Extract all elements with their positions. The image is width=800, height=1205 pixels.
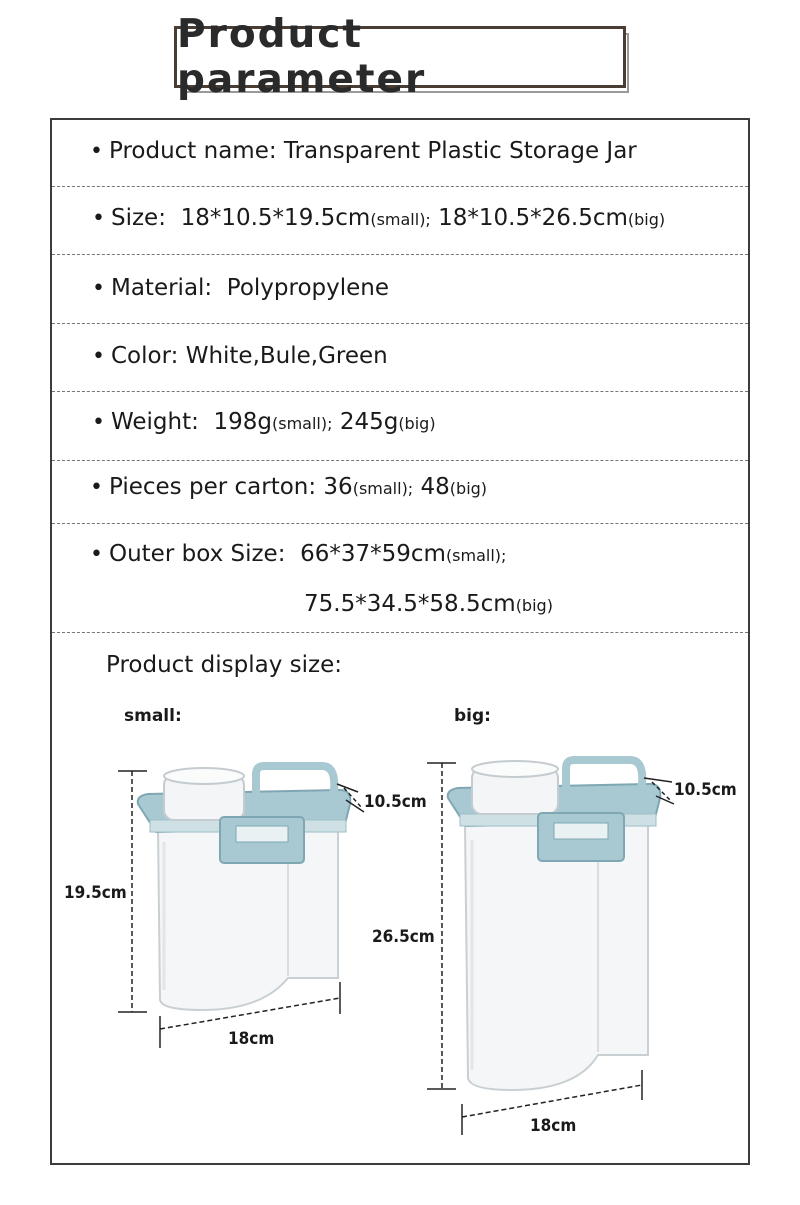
bullet-icon: • — [92, 344, 105, 369]
material-value: Polypropylene — [226, 275, 390, 301]
bullet-icon: • — [90, 542, 103, 567]
bullet-icon: • — [92, 206, 105, 231]
color-value: White,Bule,Green — [185, 343, 388, 369]
big-height-label: 26.5cm — [372, 927, 435, 947]
small-depth-label: 10.5cm — [364, 792, 427, 812]
size-big-tag: (big) — [627, 210, 666, 229]
size-small-value: 18*10.5*19.5cm — [180, 205, 371, 231]
page-title: Product parameter — [177, 12, 427, 102]
big-depth-label: 10.5cm — [674, 780, 737, 800]
weight-small-tag: (small); — [272, 414, 333, 433]
outer-box-big-value: 75.5*34.5*58.5cm — [304, 591, 516, 617]
outer-box-small-tag: (small); — [445, 546, 507, 565]
product-name-value: Transparent Plastic Storage Jar — [283, 138, 637, 164]
bullet-icon: • — [90, 139, 103, 164]
title-box — [174, 12, 626, 102]
small-label: small: — [124, 706, 182, 726]
small-width-label: 18cm — [228, 1029, 275, 1049]
weight-label: Weight: — [110, 409, 199, 435]
bullet-icon: • — [92, 276, 105, 301]
pieces-big-value: 48 — [420, 474, 450, 500]
pieces-label: Pieces per carton: — [108, 474, 317, 500]
bullet-icon: • — [90, 475, 103, 500]
big-height-dimension — [427, 763, 456, 1089]
color-label: Color: — [110, 343, 179, 369]
small-height-label: 19.5cm — [64, 883, 127, 903]
weight-small-value: 198g — [213, 409, 272, 435]
size-big-value: 18*10.5*26.5cm — [438, 205, 628, 231]
weight-big-tag: (big) — [398, 414, 436, 433]
bullet-icon: • — [92, 410, 105, 435]
size-small-tag: (small); — [370, 210, 431, 229]
big-width-label: 18cm — [530, 1116, 577, 1136]
outer-box-big-tag: (big) — [515, 596, 553, 615]
weight-big-value: 245g — [339, 409, 399, 435]
material-label: Material: — [110, 275, 213, 301]
outer-box-small-value: 66*37*59cm — [300, 541, 446, 567]
jar-illustrations — [52, 120, 748, 1163]
pieces-small-value: 36 — [323, 474, 353, 500]
display-size-title: Product display size: — [106, 652, 342, 678]
parameter-frame — [50, 118, 750, 1165]
outer-box-label: Outer box Size: — [108, 541, 286, 567]
big-jar-image — [448, 760, 661, 1090]
size-label: Size: — [110, 205, 166, 231]
small-jar-image — [138, 766, 351, 1010]
big-label: big: — [454, 706, 491, 726]
pieces-big-tag: (big) — [449, 479, 488, 498]
product-name-label: Product name: — [108, 138, 277, 164]
pieces-small-tag: (small); — [352, 479, 414, 498]
